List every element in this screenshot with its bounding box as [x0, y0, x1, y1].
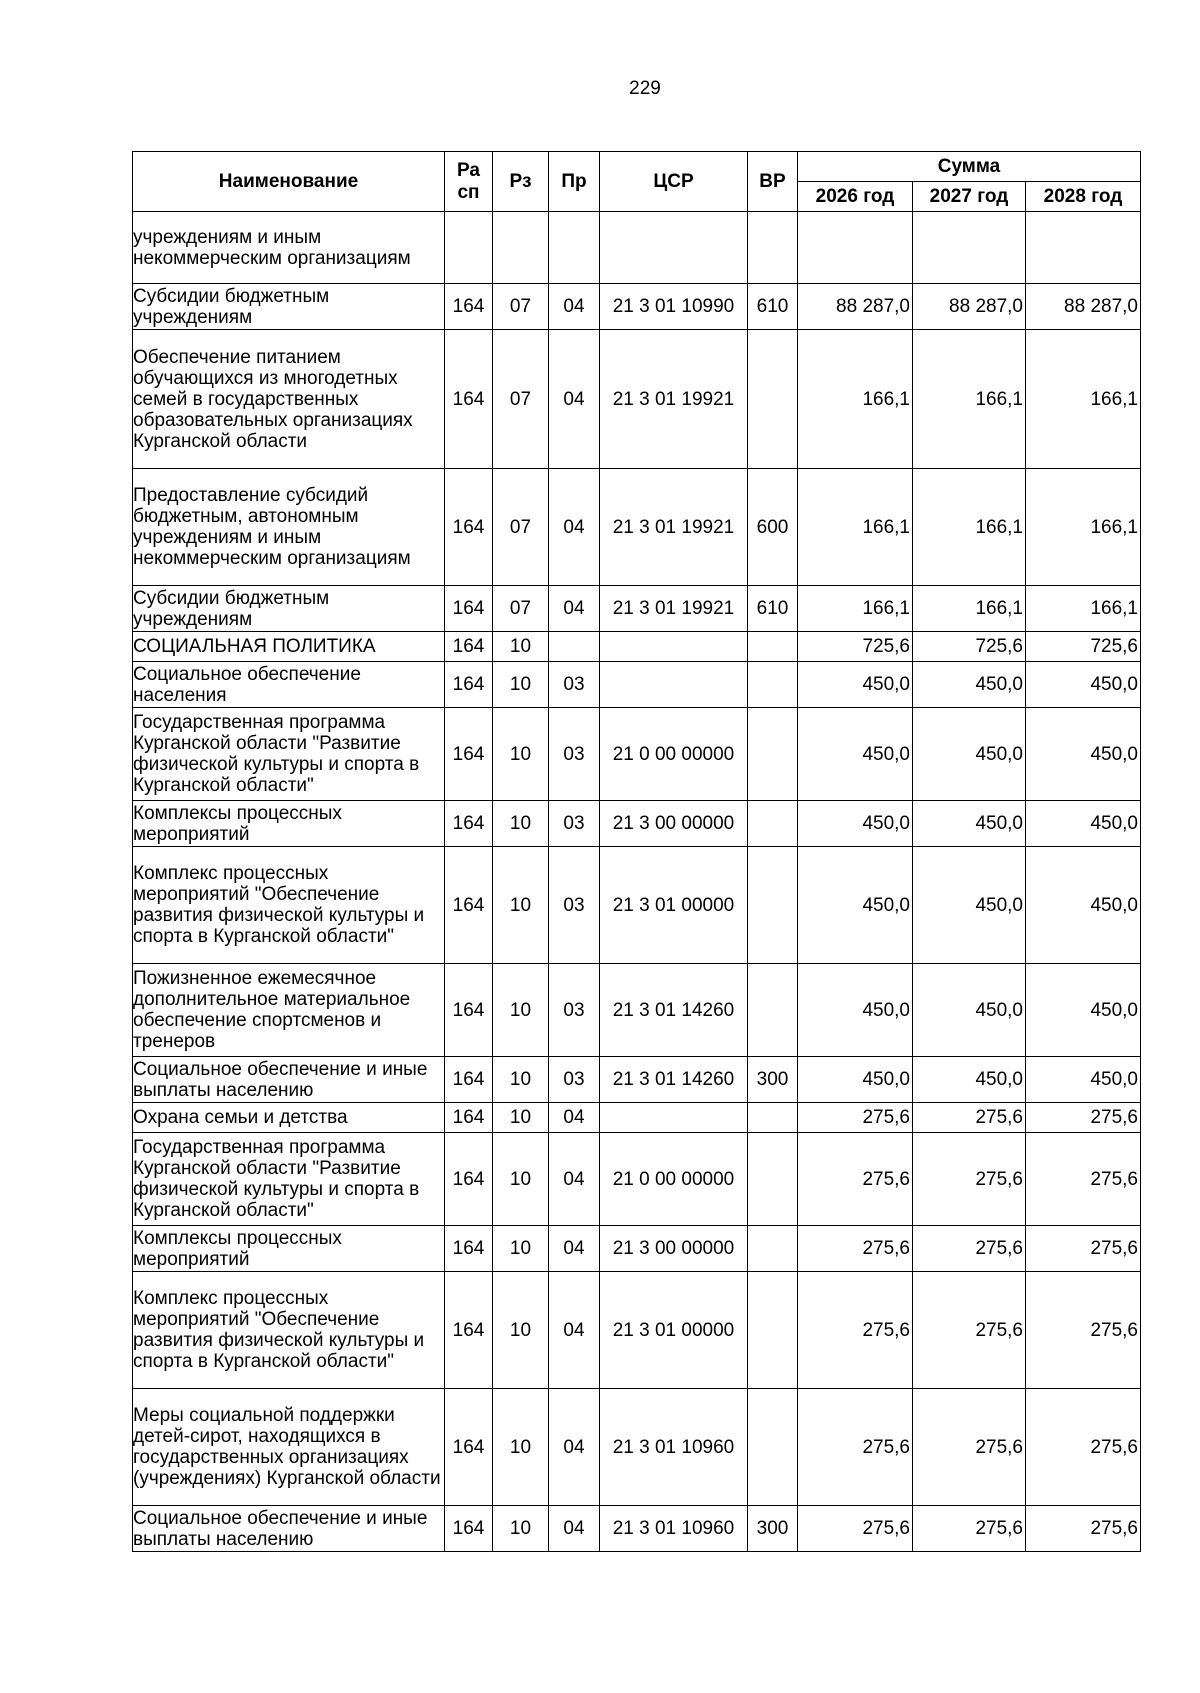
cell-2026: 166,1	[798, 586, 913, 632]
cell-csr: 21 3 01 00000	[600, 847, 748, 964]
cell-vr	[748, 662, 798, 708]
table-row	[133, 632, 1141, 662]
cell-csr: 21 3 01 14260	[600, 964, 748, 1057]
cell-pr: 04	[549, 1389, 600, 1506]
cell-rasp: 164	[445, 632, 493, 662]
cell-2028: 450,0	[1026, 1057, 1141, 1103]
cell-name: Государственная программа Курганской области "Развитие физической культуры и спорта в Курганской области"	[133, 708, 445, 801]
cell-name: Государственная программа Курганской области "Развитие физической культуры и спорта в Курганской области"	[133, 1133, 445, 1226]
cell-vr	[748, 1226, 798, 1272]
table-row	[133, 847, 1141, 964]
cell-vr	[748, 1133, 798, 1226]
cell-2026: 166,1	[798, 330, 913, 469]
cell-csr: 21 3 01 14260	[600, 1057, 748, 1103]
cell-pr: 04	[549, 330, 600, 469]
cell-pr: 04	[549, 1103, 600, 1133]
cell-name: Предоставление субсидий бюджетным, автономным учреждениям и иным некоммерческим организациям	[133, 469, 445, 586]
cell-2026: 275,6	[798, 1389, 913, 1506]
cell-name: Социальное обеспечение и иные выплаты населению	[133, 1506, 445, 1552]
cell-2026	[798, 212, 913, 284]
cell-vr	[748, 847, 798, 964]
cell-2027: 450,0	[913, 662, 1026, 708]
table-body	[133, 212, 1141, 1552]
cell-name: Субсидии бюджетным учреждениям	[133, 284, 445, 330]
cell-2028: 275,6	[1026, 1272, 1141, 1389]
cell-vr	[748, 1272, 798, 1389]
page-number: 229	[629, 78, 661, 99]
cell-pr: 03	[549, 801, 600, 847]
cell-2027: 450,0	[913, 801, 1026, 847]
cell-2028: 88 287,0	[1026, 284, 1141, 330]
cell-pr: 04	[549, 284, 600, 330]
cell-2028: 166,1	[1026, 469, 1141, 586]
column-header-pr: Пр	[549, 152, 600, 212]
cell-rz: 10	[493, 964, 549, 1057]
cell-vr: 610	[748, 586, 798, 632]
cell-rasp: 164	[445, 469, 493, 586]
table-row	[133, 586, 1141, 632]
cell-rz: 10	[493, 1133, 549, 1226]
cell-pr	[549, 212, 600, 284]
cell-2026: 275,6	[798, 1272, 913, 1389]
cell-rz	[493, 212, 549, 284]
cell-2026: 725,6	[798, 632, 913, 662]
cell-2027: 166,1	[913, 586, 1026, 632]
cell-rasp: 164	[445, 1389, 493, 1506]
cell-vr	[748, 801, 798, 847]
cell-2028: 450,0	[1026, 708, 1141, 801]
cell-2028: 450,0	[1026, 662, 1141, 708]
column-header-rz: Рз	[493, 152, 549, 212]
cell-csr	[600, 662, 748, 708]
cell-csr: 21 3 01 00000	[600, 1272, 748, 1389]
cell-rz: 10	[493, 1506, 549, 1552]
table-row	[133, 662, 1141, 708]
column-header-name: Наименование	[133, 152, 445, 212]
cell-pr: 03	[549, 964, 600, 1057]
cell-pr: 03	[549, 708, 600, 801]
cell-csr: 21 3 01 10960	[600, 1389, 748, 1506]
cell-rz: 10	[493, 708, 549, 801]
cell-pr: 04	[549, 586, 600, 632]
cell-2026: 450,0	[798, 801, 913, 847]
cell-rasp: 164	[445, 1133, 493, 1226]
cell-rasp: 164	[445, 1226, 493, 1272]
cell-2027: 275,6	[913, 1389, 1026, 1506]
table-row	[133, 1057, 1141, 1103]
table-row	[133, 1226, 1141, 1272]
cell-name: СОЦИАЛЬНАЯ ПОЛИТИКА	[133, 632, 445, 662]
cell-2028: 450,0	[1026, 964, 1141, 1057]
cell-2026: 275,6	[798, 1133, 913, 1226]
cell-2027: 166,1	[913, 330, 1026, 469]
column-header-sum: Сумма	[798, 152, 1141, 182]
cell-2026: 450,0	[798, 662, 913, 708]
cell-2027: 450,0	[913, 1057, 1026, 1103]
cell-pr: 03	[549, 662, 600, 708]
cell-pr: 04	[549, 1226, 600, 1272]
cell-2028: 275,6	[1026, 1506, 1141, 1552]
cell-rasp: 164	[445, 284, 493, 330]
cell-name: Обеспечение питанием обучающихся из многодетных семей в государственных образовательных организациях Курганской области	[133, 330, 445, 469]
cell-2026: 88 287,0	[798, 284, 913, 330]
column-header-rasp: Ра сп	[445, 152, 493, 212]
cell-2027: 88 287,0	[913, 284, 1026, 330]
column-header-vr: ВР	[748, 152, 798, 212]
cell-csr: 21 3 01 10960	[600, 1506, 748, 1552]
cell-rz: 07	[493, 586, 549, 632]
cell-2028: 275,6	[1026, 1389, 1141, 1506]
cell-pr: 04	[549, 1272, 600, 1389]
cell-name: Охрана семьи и детства	[133, 1103, 445, 1133]
cell-csr: 21 3 01 19921	[600, 586, 748, 632]
cell-csr: 21 0 00 00000	[600, 708, 748, 801]
cell-vr	[748, 330, 798, 469]
cell-vr	[748, 964, 798, 1057]
cell-rz: 10	[493, 1057, 549, 1103]
table-row	[133, 212, 1141, 284]
budget-table-container	[132, 151, 1140, 1552]
cell-rz: 10	[493, 1103, 549, 1133]
cell-2027: 725,6	[913, 632, 1026, 662]
cell-2026: 450,0	[798, 708, 913, 801]
cell-2027: 166,1	[913, 469, 1026, 586]
cell-name: Комплекс процессных мероприятий "Обеспечение развития физической культуры и спорта в Курганской области"	[133, 847, 445, 964]
table-row	[133, 964, 1141, 1057]
table-row	[133, 330, 1141, 469]
cell-csr: 21 3 00 00000	[600, 801, 748, 847]
cell-name: Пожизненное ежемесячное дополнительное материальное обеспечение спортсменов и тренеров	[133, 964, 445, 1057]
cell-2026: 166,1	[798, 469, 913, 586]
cell-name: Комплекс процессных мероприятий "Обеспечение развития физической культуры и спорта в Курганской области"	[133, 1272, 445, 1389]
cell-pr: 03	[549, 1057, 600, 1103]
cell-vr: 610	[748, 284, 798, 330]
cell-2028: 166,1	[1026, 330, 1141, 469]
cell-csr: 21 3 01 19921	[600, 330, 748, 469]
cell-vr	[748, 1389, 798, 1506]
cell-2027: 450,0	[913, 964, 1026, 1057]
cell-rz: 07	[493, 330, 549, 469]
cell-2027	[913, 212, 1026, 284]
table-row	[133, 1103, 1141, 1133]
cell-vr: 600	[748, 469, 798, 586]
cell-name: Социальное обеспечение и иные выплаты населению	[133, 1057, 445, 1103]
column-header-2026: 2026 год	[798, 182, 913, 212]
cell-vr: 300	[748, 1057, 798, 1103]
cell-name: Комплексы процессных мероприятий	[133, 1226, 445, 1272]
cell-csr: 21 3 00 00000	[600, 1226, 748, 1272]
cell-rasp: 164	[445, 847, 493, 964]
column-header-2027: 2027 год	[913, 182, 1026, 212]
cell-name: Комплексы процессных мероприятий	[133, 801, 445, 847]
table-row	[133, 1272, 1141, 1389]
cell-2028: 450,0	[1026, 847, 1141, 964]
table-row	[133, 1506, 1141, 1552]
cell-pr: 03	[549, 847, 600, 964]
cell-2026: 450,0	[798, 964, 913, 1057]
cell-rz: 10	[493, 632, 549, 662]
cell-rasp: 164	[445, 801, 493, 847]
budget-table	[132, 151, 1141, 1552]
table-row	[133, 284, 1141, 330]
cell-2027: 275,6	[913, 1103, 1026, 1133]
cell-rasp: 164	[445, 662, 493, 708]
cell-rasp: 164	[445, 708, 493, 801]
cell-2028: 725,6	[1026, 632, 1141, 662]
cell-rz: 07	[493, 284, 549, 330]
cell-2027: 450,0	[913, 847, 1026, 964]
table-row	[133, 801, 1141, 847]
cell-rz: 07	[493, 469, 549, 586]
cell-csr: 21 0 00 00000	[600, 1133, 748, 1226]
column-header-csr: ЦСР	[600, 152, 748, 212]
cell-rasp: 164	[445, 1057, 493, 1103]
cell-csr	[600, 632, 748, 662]
table-row	[133, 1389, 1141, 1506]
cell-2028: 275,6	[1026, 1133, 1141, 1226]
cell-2028: 275,6	[1026, 1226, 1141, 1272]
cell-rz: 10	[493, 847, 549, 964]
cell-2027: 450,0	[913, 708, 1026, 801]
cell-rasp: 164	[445, 330, 493, 469]
cell-pr	[549, 632, 600, 662]
cell-2027: 275,6	[913, 1226, 1026, 1272]
table-row	[133, 708, 1141, 801]
cell-rz: 10	[493, 662, 549, 708]
cell-rasp: 164	[445, 1506, 493, 1552]
cell-name: Субсидии бюджетным учреждениям	[133, 586, 445, 632]
cell-pr: 04	[549, 1506, 600, 1552]
cell-2028: 275,6	[1026, 1103, 1141, 1133]
cell-2028: 450,0	[1026, 801, 1141, 847]
cell-pr: 04	[549, 1133, 600, 1226]
cell-2027: 275,6	[913, 1133, 1026, 1226]
cell-rasp: 164	[445, 1272, 493, 1389]
cell-rz: 10	[493, 1226, 549, 1272]
cell-2026: 275,6	[798, 1506, 913, 1552]
cell-2026: 275,6	[798, 1103, 913, 1133]
cell-2028: 166,1	[1026, 586, 1141, 632]
table-row	[133, 1133, 1141, 1226]
cell-vr: 300	[748, 1506, 798, 1552]
cell-vr	[748, 212, 798, 284]
cell-2028	[1026, 212, 1141, 284]
cell-name: Меры социальной поддержки детей-сирот, находящихся в государственных организациях (учреждениях) Курганской области	[133, 1389, 445, 1506]
cell-vr	[748, 632, 798, 662]
cell-rasp: 164	[445, 964, 493, 1057]
cell-rasp: 164	[445, 1103, 493, 1133]
cell-2027: 275,6	[913, 1506, 1026, 1552]
cell-2026: 275,6	[798, 1226, 913, 1272]
cell-rz: 10	[493, 1272, 549, 1389]
column-header-2028: 2028 год	[1026, 182, 1141, 212]
cell-rasp: 164	[445, 586, 493, 632]
cell-name: Социальное обеспечение населения	[133, 662, 445, 708]
cell-rasp	[445, 212, 493, 284]
cell-rz: 10	[493, 801, 549, 847]
cell-rz: 10	[493, 1389, 549, 1506]
cell-csr	[600, 1103, 748, 1133]
cell-2026: 450,0	[798, 1057, 913, 1103]
table-header	[133, 152, 1141, 212]
cell-csr: 21 3 01 19921	[600, 469, 748, 586]
cell-csr	[600, 212, 748, 284]
table-row	[133, 469, 1141, 586]
cell-vr	[748, 708, 798, 801]
cell-vr	[748, 1103, 798, 1133]
cell-csr: 21 3 01 10990	[600, 284, 748, 330]
cell-2026: 450,0	[798, 847, 913, 964]
cell-pr: 04	[549, 469, 600, 586]
cell-name: учреждениям и иным некоммерческим организациям	[133, 212, 445, 284]
cell-2027: 275,6	[913, 1272, 1026, 1389]
